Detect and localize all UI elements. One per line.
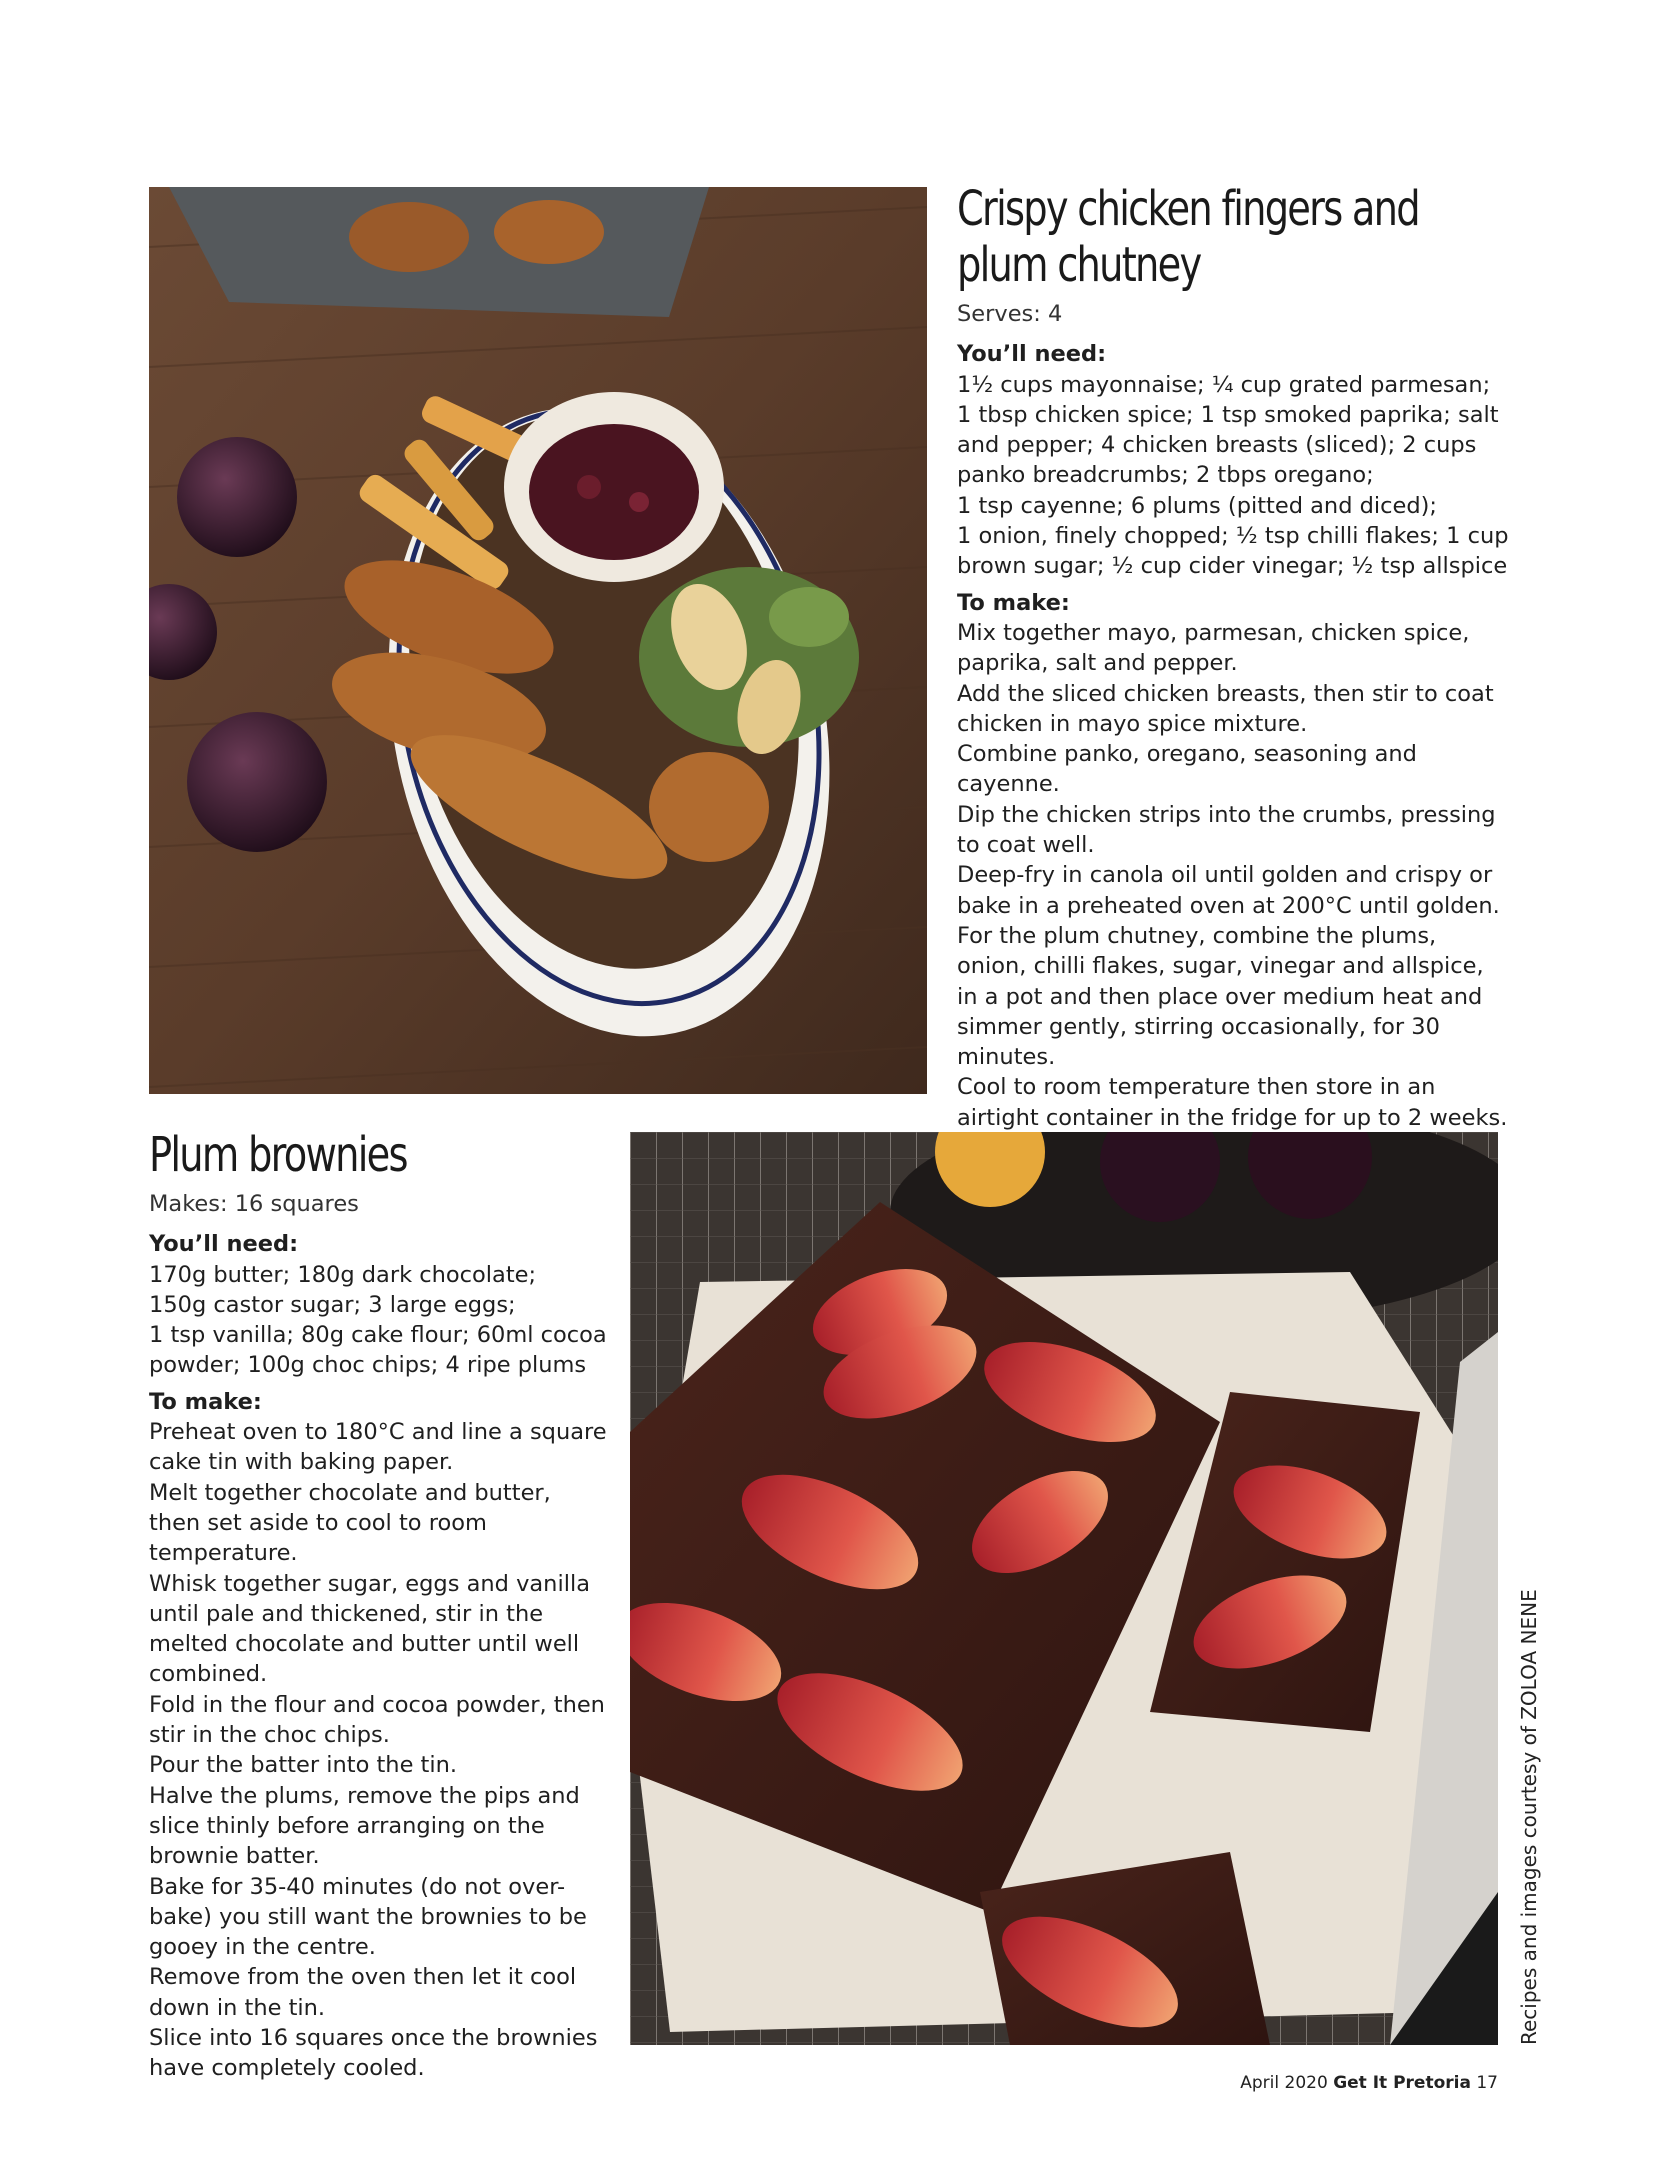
brownies-method-list xyxy=(149,1417,609,2084)
chicken-method-step: For the plum chutney, combine the plums, onion, chilli flakes, sugar, vinegar and allspice, in a pot and then place over medium heat and simmer gently, stirring occasionally, for 30 minutes. xyxy=(957,922,1484,1071)
chicken-method-step: Cool to room temperature then store in an airtight container in the fridge for up to 2 weeks. xyxy=(957,1074,1508,1131)
chicken-method-step: Dip the chicken strips into the crumbs, pressing to coat well. xyxy=(957,801,1496,859)
chicken-recipe xyxy=(957,181,1509,1133)
brownies-method-heading: To make: xyxy=(149,1388,262,1415)
brownies-method-step: Fold in the flour and cocoa powder, then stir in the choc chips. xyxy=(149,1691,605,1749)
brownies-method-step: Bake for 35-40 minutes (do not over-bake) you still want the brownies to be gooey in the centre. xyxy=(149,1873,587,1961)
brownies-method-step: Melt together chocolate and butter, then set aside to cool to room temperature. xyxy=(149,1479,551,1567)
brownies-ingredient-line: 150g castor sugar; 3 large eggs; xyxy=(149,1291,516,1318)
brownies-ingredients-list xyxy=(149,1260,609,1381)
brownies-method-step: Whisk together sugar, eggs and vanilla until pale and thickened, stir in the melted chocolate and butter until well combined. xyxy=(149,1570,590,1688)
brownies-method-step: Pour the batter into the tin. xyxy=(149,1752,458,1779)
magazine-name: Get It Pretoria xyxy=(1333,2073,1471,2093)
brownies-method-step: Slice into 16 squares once the brownies have completely cooled. xyxy=(149,2025,598,2082)
brownies-method-step: Preheat oven to 180°C and line a square cake tin with baking paper. xyxy=(149,1419,607,1476)
chicken-serves: Serves: 4 xyxy=(957,301,1063,327)
chicken-ingredient-line: 1½ cups mayonnaise; ¼ cup grated parmesan; xyxy=(957,371,1491,398)
brownies-method-step: Remove from the oven then let it cool down in the tin. xyxy=(149,1964,577,2021)
chicken-method-step: Combine panko, oregano, seasoning and cayenne. xyxy=(957,741,1417,798)
brownies-recipe xyxy=(149,1127,609,2084)
image-credit: Recipes and images courtesy of ZOLOA NENE xyxy=(1517,1589,1541,2045)
issue-date: April 2020 xyxy=(1240,2073,1328,2093)
chicken-method-step: Mix together mayo, parmesan, chicken spice, paprika, salt and pepper. xyxy=(957,619,1470,677)
chicken-fingers-photo xyxy=(149,187,927,1094)
brownies-ingredient-line: 170g butter; 180g dark chocolate; xyxy=(149,1261,537,1288)
plum-brownies-photo xyxy=(630,1132,1498,2045)
chicken-ingredients-list xyxy=(957,370,1509,582)
chicken-method-list xyxy=(957,618,1509,1133)
chicken-ingredient-line: 1 onion, finely chopped; ½ tsp chilli flakes; 1 cup brown sugar; ½ cup cider vinegar; ½ tsp allspice xyxy=(957,523,1509,580)
chicken-ingredients-heading: You’ll need: xyxy=(957,341,1107,368)
chicken-method-step: Add the sliced chicken breasts, then stir to coat chicken in mayo spice mixture. xyxy=(957,680,1494,737)
brownies-recipe-title: Plum brownies xyxy=(149,1127,407,1183)
chicken-method-step: Deep-fry in canola oil until golden and crispy or bake in a preheated oven at 200°C until golden. xyxy=(957,862,1500,919)
brownies-ingredient-line: 1 tsp vanilla; 80g cake flour; 60ml cocoa powder; 100g choc chips; 4 ripe plums xyxy=(149,1322,607,1379)
brownies-makes: Makes: 16 squares xyxy=(149,1191,359,1217)
page-footer xyxy=(1240,2073,1498,2093)
chicken-ingredient-line: 1 tbsp chicken spice; 1 tsp smoked paprika; salt and pepper; 4 chicken breasts (sliced); 2 cups panko breadcrumbs; 2 tbps oregano; xyxy=(957,401,1499,489)
chicken-recipe-title: Crispy chicken fingers and plum chutney xyxy=(957,181,1419,293)
brownies-method-step: Halve the plums, remove the pips and slice thinly before arranging on the brownie batter. xyxy=(149,1782,580,1870)
brownies-ingredients-heading: You’ll need: xyxy=(149,1231,299,1258)
page-number: 17 xyxy=(1476,2073,1498,2093)
chicken-ingredient-line: 1 tsp cayenne; 6 plums (pitted and diced); xyxy=(957,492,1438,519)
chicken-method-heading: To make: xyxy=(957,589,1070,616)
